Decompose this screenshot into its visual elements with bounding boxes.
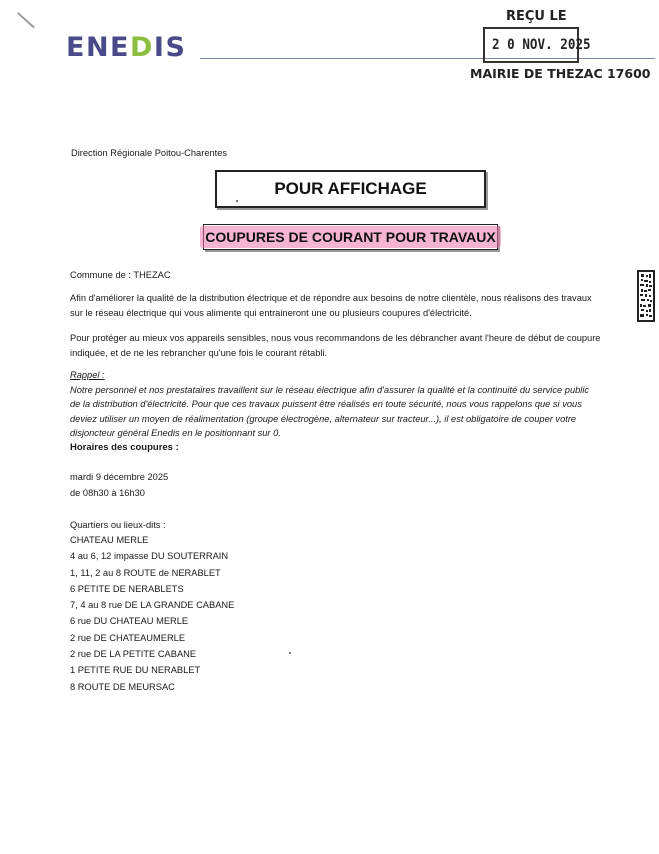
horaires-heading: Horaires des coupures :	[70, 442, 179, 453]
paragraph-line: Pour protéger au mieux vos appareils sensibles, nous vous recommandons de les débrancher avant l'heure de début de coupure	[70, 333, 601, 343]
quartiers-heading: Quartiers ou lieux-dits :	[70, 520, 166, 530]
list-item: 2 rue DE LA PETITE CABANE	[70, 649, 197, 660]
list-item: 1 PETITE RUE DU NERABLET	[70, 665, 201, 676]
list-item: 7, 4 au 8 rue DE LA GRANDE CABANE	[70, 600, 235, 611]
subtitle-box	[203, 224, 498, 250]
stamp-recu-label: REÇU LE	[506, 9, 567, 24]
paragraph-protection	[70, 331, 615, 360]
list-item: CHATEAU MERLE	[70, 535, 149, 545]
outage-date: mardi 9 décembre 2025	[70, 472, 169, 482]
subtitle-text: COUPURES DE COURANT POUR TRAVAUX	[205, 229, 496, 245]
list-item: 4 au 6, 12 impasse DU SOUTERRAIN	[70, 551, 229, 562]
rappel-line: disjoncteur général Enedis en le positionnant sur 0.	[70, 428, 281, 438]
rappel-line: Notre personnel et nos prestataires travaillent sur le réseau électrique afin d'assurer la qualité et la continuité du service public	[70, 384, 590, 395]
street-list	[70, 532, 234, 695]
list-item: 6 PETITE DE NERABLETS	[70, 583, 184, 594]
outage-time: de 08h30 à 16h30	[70, 488, 145, 498]
rappel-line: deviez utiliser un moyen de réalimentation (groupe électrogène, alternateur sur tracteur...), il est obligatoire de couper votre	[70, 413, 577, 424]
title-text: POUR AFFICHAGE	[274, 179, 427, 198]
scan-mark	[17, 12, 34, 28]
enedis-logo: ENEDIS	[66, 32, 187, 63]
paragraph-line: sur le réseau électrique qui vous alimente qui entraineront une ou plusieurs coupures d'électricité.	[70, 307, 472, 318]
rappel-label: Rappel :	[70, 370, 105, 380]
rappel-block	[70, 368, 620, 441]
header-rule	[200, 58, 655, 59]
stamp-mairie: MAIRIE DE THEZAC 17600	[470, 66, 651, 81]
list-item: 6 rue DU CHATEAU MERLE	[70, 616, 189, 627]
title-box	[215, 170, 486, 208]
paragraph-intro	[70, 291, 615, 320]
qr-code-icon	[637, 270, 655, 322]
list-item: 8 ROUTE DE MEURSAC	[70, 681, 175, 692]
list-item: 2 rue DE CHATEAUMERLE	[70, 632, 186, 643]
scan-speck	[289, 652, 291, 654]
list-item: 1, 11, 2 au 8 ROUTE de NERABLET	[70, 567, 221, 578]
direction-label: Direction Régionale Poitou-Charentes	[71, 148, 228, 158]
paragraph-line: indiquée, et de ne les rebrancher qu'une fois le courant rétabli.	[70, 347, 328, 358]
scan-speck	[236, 200, 238, 202]
paragraph-line: Afin d'améliorer la qualité de la distribution électrique et de répondre aux besoins de notre clientèle, nous réalisons des travaux	[70, 293, 592, 303]
rappel-line: de la distribution d'électricité. Pour que ces travaux puissent être réalisés en toute sécurité, nous vous rappelons que si vous	[70, 399, 582, 409]
stamp-date: 2 0 NOV. 2025	[492, 37, 591, 53]
commune-line: Commune de : THEZAC	[70, 270, 171, 280]
